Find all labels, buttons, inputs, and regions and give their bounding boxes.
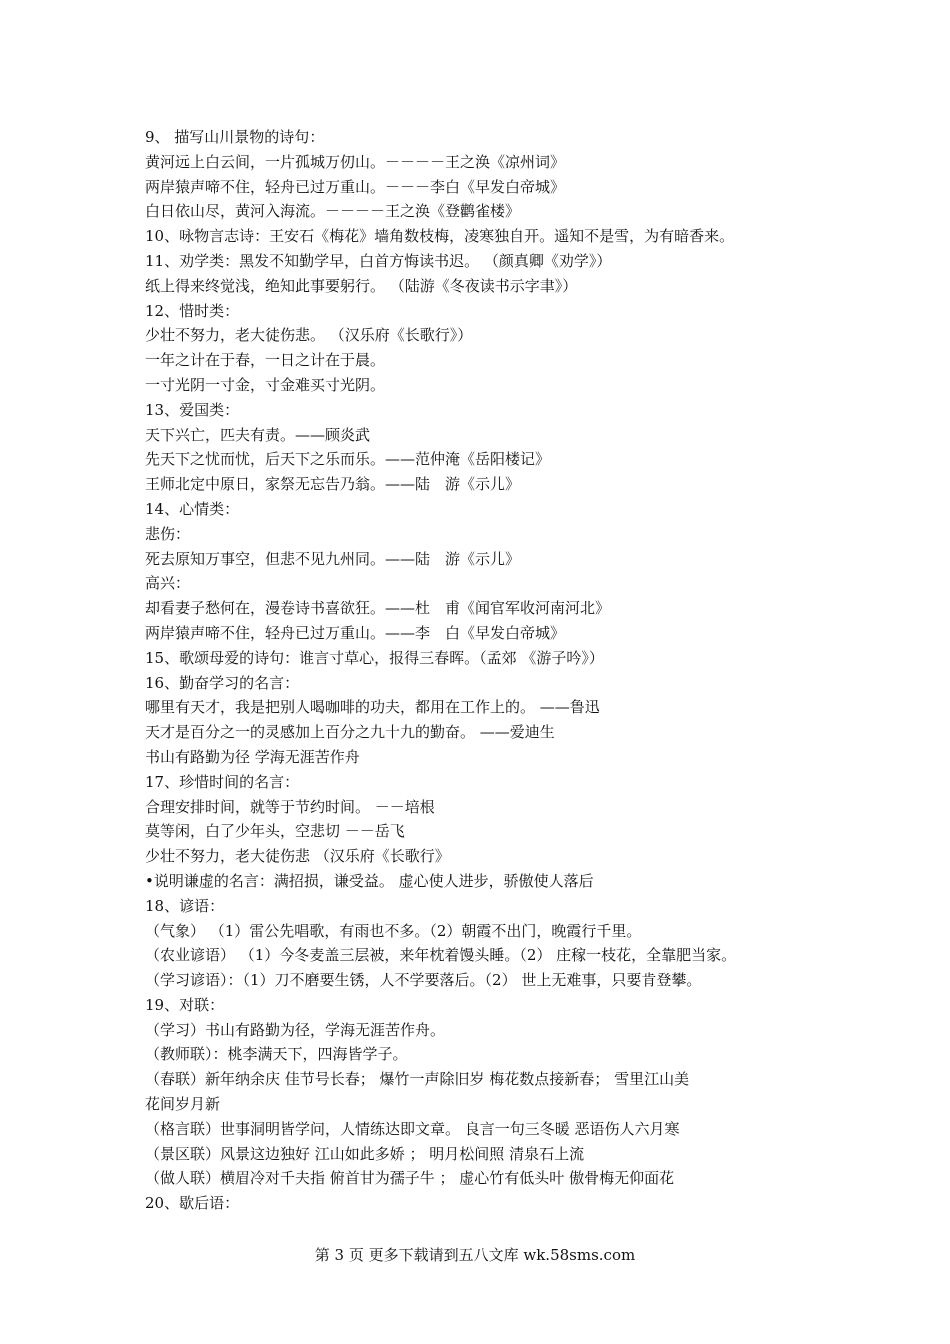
text-line: 纸上得来终觉浅，绝知此事要躬行。 （陆游《冬夜读书示字聿》） [145,276,578,295]
text-line: 两岸猿声啼不住，轻舟已过万重山。－－－李白《早发白帝城》 [145,177,566,196]
text-line: 一寸光阴一寸金，寸金难买寸光阴。 [145,375,386,394]
text-line: （格言联）世事洞明皆学问，人情练达即文章。 良言一句三冬暖 恶语伤人六月寒 [145,1119,680,1138]
document-body [145,125,935,1216]
text-line: 14、心情类： [145,499,240,518]
text-line: 哪里有天才，我是把别人喝咖啡的功夫，都用在工作上的。 ——鲁迅 [145,698,600,717]
text-line: 10、咏物言志诗：王安石《梅花》墙角数枝梅，凌寒独自开。遥知不是雪，为有暗香来。 [145,227,735,246]
text-line: 天下兴亡，匹夫有责。——顾炎武 [145,425,371,444]
text-line: （学习谚语）：（1）刀不磨要生锈，人不学要落后。（2） 世上无难事，只要肯登攀。 [145,971,702,990]
text-line: 少壮不努力，老大徒伤悲 （汉乐府《长歌行》 [145,847,450,866]
text-line: 11、劝学类：黑发不知勤学早，白首方悔读书迟。 （颜真卿《劝学》） [145,251,612,270]
text-line: 天才是百分之一的灵感加上百分之九十九的勤奋。 ——爱迪生 [145,723,555,742]
text-line: （景区联）风景这边独好 江山如此多娇 ； 明月松间照 清泉石上流 [145,1144,585,1163]
text-line: 12、惜时类： [145,301,240,320]
page-footer: 第 3 页 更多下载请到五八文库 wk.58sms.com [314,1246,636,1264]
text-line: 花间岁月新 [145,1095,221,1114]
text-line: （教师联）：桃李满天下，四海皆学子。 [145,1045,408,1064]
text-line: 王师北定中原日，家祭无忘告乃翁。——陆 游《示儿》 [145,475,521,494]
text-line: 死去原知万事空，但悲不见九州同。——陆 游《示儿》 [145,549,521,568]
text-line: •说明谦虚的名言：满招损，谦受益。 虚心使人进步，骄傲使人落后 [145,871,594,890]
text-line: 白日依山尽，黄河入海流。－－－－王之涣《登鹳雀楼》 [145,202,521,221]
text-line: 合理安排时间，就等于节约时间。 －－培根 [145,797,435,816]
text-line: 20、歇后语： [145,1194,240,1213]
text-line: 少壮不努力，老大徒伤悲。 （汉乐府《长歌行》） [145,326,473,345]
text-line: 却看妻子愁何在，漫卷诗书喜欲狂。——杜 甫《闻官军收河南河北》 [145,599,611,618]
text-line: 19、对联： [145,995,225,1014]
text-line: （春联）新年纳余庆 佳节号长春； 爆竹一声除旧岁 梅花数点接新春； 雪里江山美 [145,1070,690,1089]
text-line: 15、歌颂母爱的诗句：谁言寸草心，报得三春晖。（孟郊 《游子吟》） [145,648,604,667]
text-line: （气象） （1）雷公先唱歌，有雨也不多。（2）朝霞不出门，晚霞行千里。 [145,921,642,940]
text-line: 高兴： [145,574,191,593]
text-line: 悲伤： [145,524,191,543]
text-line: 两岸猿声啼不住，轻舟已过万重山。——李 白《早发白帝城》 [145,623,566,642]
text-line: 书山有路勤为径 学海无涯苦作舟 [145,747,360,766]
text-line: 9、 描写山川景物的诗句： [145,128,325,146]
text-line: （学习）书山有路勤为径，学海无涯苦作舟。 [145,1020,446,1039]
text-line: 17、珍惜时间的名言： [145,772,300,791]
text-line: （做人联）横眉冷对千夫指 俯首甘为孺子牛 ； 虚心竹有低头叶 傲骨梅无仰面花 [145,1169,675,1188]
text-line: 莫等闲，白了少年头，空悲切 －－岳飞 [145,822,405,841]
text-line: 13、爱国类： [145,400,240,419]
text-line: 黄河远上白云间，一片孤城万仞山。－－－－王之涣《凉州词》 [145,152,566,171]
text-line: 16、勤奋学习的名言： [145,673,300,692]
text-line: 先天下之忧而忧，后天下之乐而乐。——范仲淹《岳阳楼记》 [145,450,551,469]
text-line: 18、谚语： [145,896,225,915]
text-line: 一年之计在于春，一日之计在于晨。 [145,351,386,370]
text-line: （农业谚语） （1）今冬麦盖三层被，来年枕着馒头睡。（2） 庄稼一枝花，全靠肥当家。 [145,946,737,965]
